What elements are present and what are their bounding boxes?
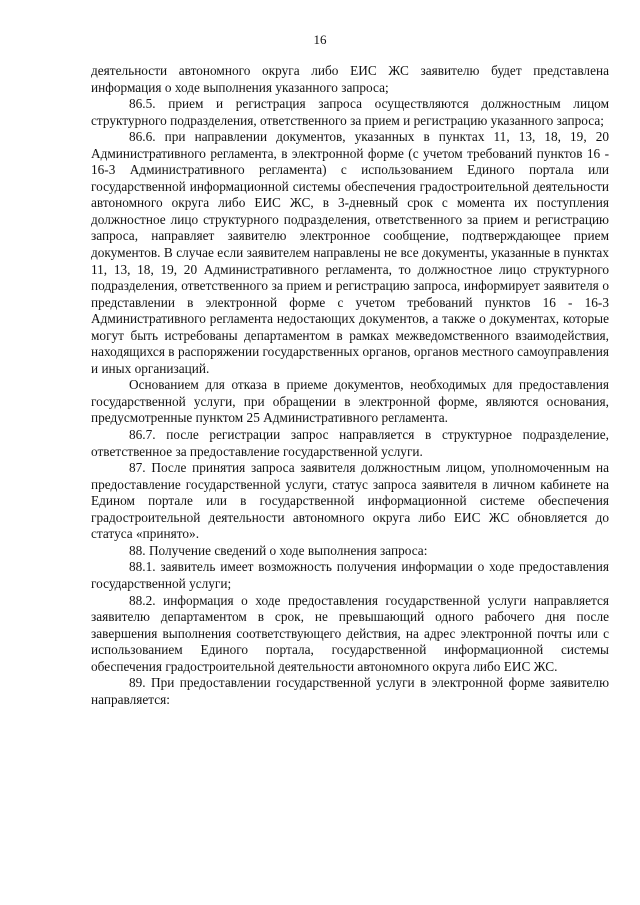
page-number: 16 bbox=[313, 32, 327, 47]
paragraph-continuation: деятельности автономного округа либо ЕИС ЖС заявителю будет представлена информация о ходе выполнения указанного запроса; bbox=[91, 63, 609, 95]
paragraph-88: 88. Получение сведений о ходе выполнения запроса: bbox=[129, 542, 428, 558]
paragraph-89: 89. При предоставлении государственной услуги в электронной форме заявителю направляется: bbox=[91, 675, 609, 707]
document-body bbox=[91, 63, 609, 708]
paragraph-87: 87. После принятия запроса заявителя должностным лицом, уполномоченным на предоставление государственной услуги, статус запроса заявителя в личном кабинете на Едином портале или в государственной информационной системе обеспечения градостроительной деятельности автономного округа либо ЕИС ЖС обновляется до статуса «принято». bbox=[91, 460, 609, 542]
paragraph-refusal-grounds: Основанием для отказа в приеме документов, необходимых для предоставления государственной услуги, при обращении в электронной форме, являются основания, предусмотренные пунктом 25 Административного регламента. bbox=[91, 377, 609, 426]
paragraph-88-1: 88.1. заявитель имеет возможность получения информации о ходе предоставления государственной услуги; bbox=[91, 559, 609, 591]
paragraph-88-2: 88.2. информация о ходе предоставления государственной услуги направляется заявителю департаментом в срок, не превышающий одного рабочего дня после завершения выполнения соответствующего действия, на адрес электронной почты или с использованием Единого портала, государственной информационной системы обеспечения градостроительной деятельности автономного округа либо ЕИС ЖС. bbox=[91, 592, 609, 674]
paragraph-86-7: 86.7. после регистрации запрос направляется в структурное подразделение, ответственное за предоставление государственной услуги. bbox=[91, 427, 609, 459]
paragraph-86-5: 86.5. прием и регистрация запроса осуществляются должностным лицом структурного подразделения, ответственного за прием и регистрацию указанного запроса; bbox=[91, 96, 609, 128]
paragraph-86-6: 86.6. при направлении документов, указанных в пунктах 11, 13, 18, 19, 20 Административного регламента, в электронной форме (с учетом требований пунктов 16 - 16-3 Административного регламента) с использованием Единого портала или государственной информационной системы обеспечения градостроительной деятельности автономного округа либо ЕИС ЖС, в 3-дневный срок с момента их поступления должностное лицо структурного подразделения, ответственного за прием и регистрацию запроса, направляет заявителю электронное сообщение, подтверждающее прием документов. В случае если заявителем направлены не все документы, указанные в пунктах 11, 13, 18, 19, 20 Административного регламента, то должностное лицо структурного подразделения, ответственного за прием и регистрацию запроса, информирует заявителя о представлении в электронной форме с учетом требований пунктов 16 - 16-3 Административного регламента недостающих документов, а также о документах, которые могут быть истребованы департаментом в рамках межведомственного взаимодействия, находящихся в распоряжении государственных органов, органов местного самоуправления и иных организаций. bbox=[91, 129, 609, 376]
